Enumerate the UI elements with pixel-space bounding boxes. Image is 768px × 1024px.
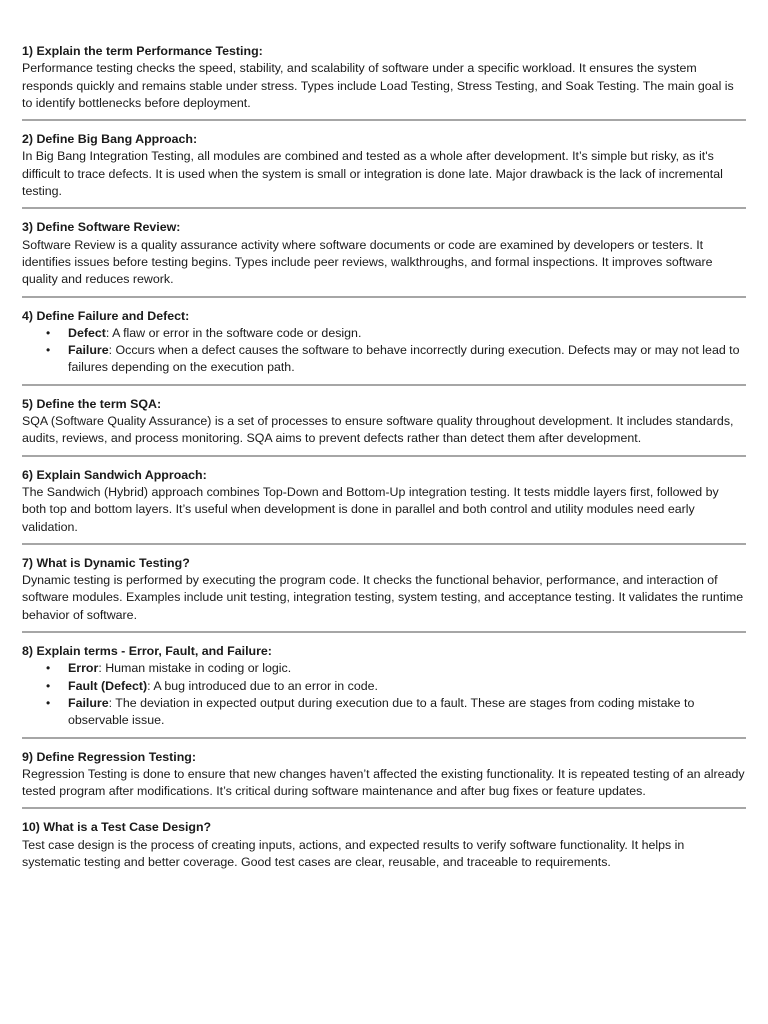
list-item	[46, 342, 746, 377]
answer-text: In Big Bang Integration Testing, all modules are combined and tested as a whole after development. It’s simple but risky, as it's difficult to trace defects. It is used when the system is small or integration is done late. Major drawback is the lack of incremental testing.	[22, 149, 723, 199]
section-divider	[22, 119, 746, 121]
bullet-icon: •	[46, 661, 51, 676]
qa-section-3	[22, 215, 746, 295]
question-title: 10) What is a Test Case Design?	[22, 820, 212, 835]
question-title: 5) Define the term SQA:	[22, 396, 162, 411]
answer-text: Performance testing checks the speed, stability, and scalability of software under a specific workload. It ensures the system responds quickly and remains stable under stress. Types include Load Testing, Stress Testing, and Soak Testing. The main goal is to identify bottlenecks before deployment.	[22, 61, 734, 110]
answer-text: Dynamic testing is performed by executing the program code. It checks the functional behavior, performance, and interaction of software modules. Examples include unit testing, integration testing, system testing, and acceptance testing. It validates the runtime behavior of software.	[22, 573, 744, 622]
list-text: : The deviation in expected output during execution due to a fault. These are stages from coding mistake to observable issue.	[68, 695, 695, 728]
section-divider	[22, 807, 746, 809]
section-divider	[22, 207, 746, 209]
answer-text: Software Review is a quality assurance activity where software documents or code are examined by developers or testers. It identifies issues before testing begins. Types include peer reviews, walkthroughs, and formal inspections. It improves software quality and reduces rework.	[22, 237, 713, 287]
question-title: 4) Define Failure and Defect:	[22, 308, 190, 323]
section-divider	[22, 737, 746, 739]
definition-list	[22, 660, 746, 729]
question-title: 2) Define Big Bang Approach:	[22, 132, 198, 147]
list-item	[46, 678, 746, 695]
list-term: Fault (Defect)	[68, 678, 148, 693]
bullet-icon: •	[46, 325, 51, 340]
section-divider	[22, 631, 746, 633]
question-title: 7) What is Dynamic Testing?	[22, 555, 190, 570]
list-text: : A bug introduced due to an error in code.	[147, 678, 378, 693]
section-divider	[22, 543, 746, 545]
list-item	[46, 660, 746, 677]
answer-text: SQA (Software Quality Assurance) is a set of processes to ensure software quality throughout development. It includes standards, audits, reviews, and process monitoring. SQA aims to prevent defects rather than detect them after development.	[22, 414, 734, 446]
section-divider	[22, 296, 746, 298]
list-text: : Human mistake in coding or logic.	[98, 661, 292, 676]
list-term: Failure	[68, 695, 109, 710]
qa-section-1	[22, 43, 746, 119]
list-term: Defect	[68, 325, 106, 340]
list-text: : Occurs when a defect causes the software to behave incorrectly during execution. Defects may or may not lead to failures depending on the execution path.	[68, 343, 740, 375]
section-divider	[22, 455, 746, 457]
qa-section-2	[22, 127, 746, 207]
bullet-icon: •	[46, 695, 51, 710]
list-item	[46, 325, 746, 342]
qa-section-7	[22, 551, 746, 631]
list-item	[46, 695, 746, 730]
qa-section-6	[22, 463, 746, 543]
definition-list	[22, 325, 746, 377]
answer-text: The Sandwich (Hybrid) approach combines Top-Down and Bottom-Up integration testing. It tests middle layers first, followed by both top and bottom layers. It’s useful when development is done in parallel and both control and utility modules need early validation.	[22, 484, 719, 534]
list-term: Error	[68, 661, 99, 676]
qa-section-8	[22, 639, 746, 736]
question-title: 1) Explain the term Performance Testing:	[22, 44, 263, 58]
list-term: Failure	[68, 343, 109, 358]
answer-text: Regression Testing is done to ensure that new changes haven’t affected the existing functionality. It is repeated testing of an already tested program after modifications. It’s critical during software maintenance and after bug fixes or feature updates.	[22, 766, 745, 799]
qa-section-4	[22, 304, 746, 384]
question-title: 8) Explain terms - Error, Fault, and Failure:	[22, 644, 272, 659]
list-text: : A flaw or error in the software code or design.	[105, 325, 362, 340]
qa-section-9	[22, 745, 746, 808]
question-title: 9) Define Regression Testing:	[22, 749, 196, 764]
question-title: 6) Explain Sandwich Approach:	[22, 467, 207, 482]
qa-section-10	[22, 815, 746, 878]
bullet-icon: •	[46, 343, 51, 358]
answer-text: Test case design is the process of creating inputs, actions, and expected results to verify software functionality. It helps in systematic testing and better coverage. Good test cases are clear, reusable, and traceable to requirements.	[22, 837, 685, 869]
qa-section-5	[22, 392, 746, 455]
section-divider	[22, 384, 746, 386]
question-title: 3) Define Software Review:	[22, 220, 181, 235]
bullet-icon: •	[46, 678, 51, 693]
